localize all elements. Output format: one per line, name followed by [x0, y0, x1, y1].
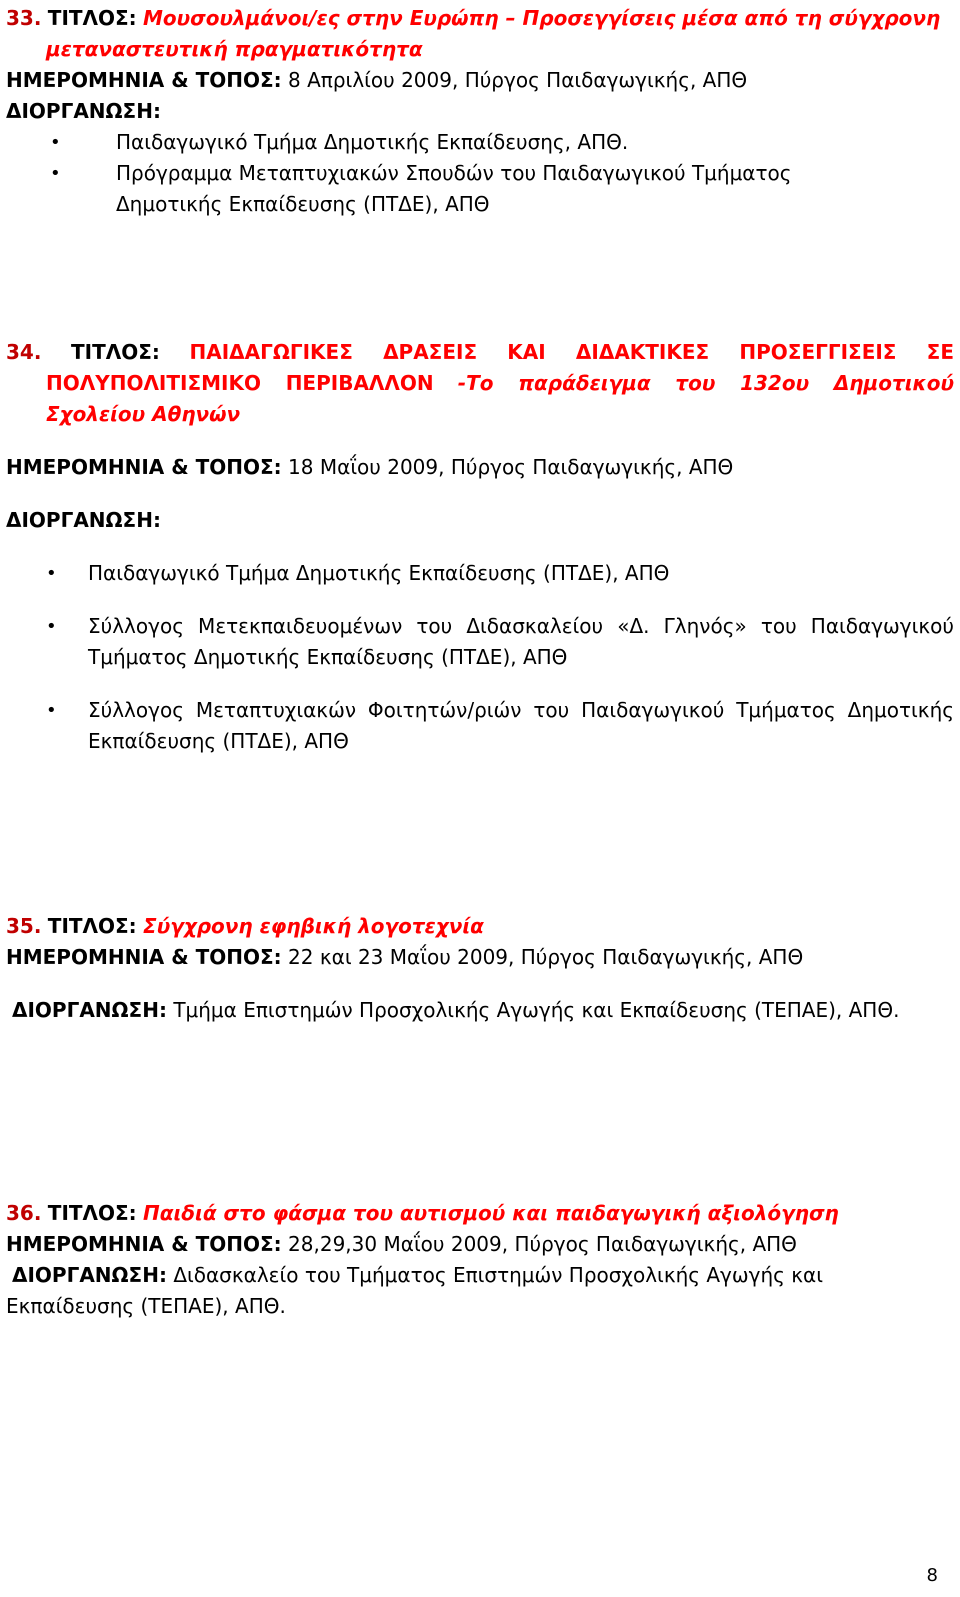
org-item: • Σύλλογος Μετεκπαιδευομένων του Διδασκαλείου «Δ. Γληνός» του Παιδαγωγικού Τμήματος Δημοτικής Εκπαίδευσης (ΠΤΔΕ), ΑΠΘ	[6, 611, 954, 673]
org-label: ΔΙΟΡΓΑΝΩΣΗ:	[6, 99, 161, 123]
date-value: 18 Μαΐου 2009, Πύργος Παιδαγωγικής, ΑΠΘ	[288, 455, 734, 479]
org-list	[6, 558, 954, 757]
date-value: 22 και 23 Μαΐου 2009, Πύργος Παιδαγωγικής, ΑΠΘ	[288, 945, 804, 969]
page-number: 8	[926, 1565, 938, 1586]
date-label: ΗΜΕΡΟΜΗΝΙΑ & ΤΟΠΟΣ:	[6, 1232, 282, 1256]
entry-title-cont: μεταναστευτική πραγματικότητα	[46, 37, 423, 61]
entry-35	[6, 911, 954, 1026]
entry-number: 33.	[6, 6, 42, 30]
entry-title-cont: ΠΟΛΥΠΟΛΙΤΙΣΜΙΚΟ ΠΕΡΙΒΑΛΛΟΝ	[46, 371, 434, 395]
title-label: ΤΙΤΛΟΣ:	[71, 340, 160, 364]
title-label: ΤΙΤΛΟΣ:	[47, 6, 137, 30]
entry-title-cont: Σχολείου Αθηνών	[46, 402, 241, 426]
org-item: • Παιδαγωγικό Τμήμα Δημοτικής Εκπαίδευσης, ΑΠΘ.	[6, 127, 954, 158]
entry-title-cont: -Το παράδειγμα του 132ου Δημοτικού	[457, 371, 955, 395]
org-value: Τμήμα Επιστημών Προσχολικής Αγωγής και Εκπαίδευσης (ΤΕΠΑΕ), ΑΠΘ.	[173, 998, 900, 1022]
org-value: Διδασκαλείο του Τμήματος Επιστημών Προσχολικής Αγωγής και Εκπαίδευσης (ΤΕΠΑΕ), ΑΠΘ.	[6, 1263, 823, 1318]
org-label: ΔΙΟΡΓΑΝΩΣΗ:	[12, 1263, 167, 1287]
entry-number: 36.	[6, 1201, 42, 1225]
entry-33	[6, 3, 954, 220]
org-item: • Παιδαγωγικό Τμήμα Δημοτικής Εκπαίδευσης (ΠΤΔΕ), ΑΠΘ	[6, 558, 954, 589]
entry-title: Μουσουλμάνοι/ες στην Ευρώπη – Προσεγγίσεις μέσα από τη σύγχρονη	[143, 6, 941, 30]
org-item: • Σύλλογος Μεταπτυχιακών Φοιτητών/ριών του Παιδαγωγικού Τμήματος Δημοτικής Εκπαίδευσης (ΠΤΔΕ), ΑΠΘ	[6, 695, 954, 757]
entry-title: Σύγχρονη εφηβική λογοτεχνία	[143, 914, 484, 938]
date-label: ΗΜΕΡΟΜΗΝΙΑ & ΤΟΠΟΣ:	[6, 68, 282, 92]
entry-number: 35.	[6, 914, 42, 938]
org-item: • Πρόγραμμα Μεταπτυχιακών Σπουδών του Παιδαγωγικού Τμήματος Δημοτικής Εκπαίδευσης (ΠΤΔΕ), ΑΠΘ	[6, 158, 954, 220]
title-label: ΤΙΤΛΟΣ:	[47, 914, 137, 938]
entry-number: 34.	[6, 340, 42, 364]
date-value: 8 Απριλίου 2009, Πύργος Παιδαγωγικής, ΑΠΘ	[288, 68, 748, 92]
org-list	[6, 127, 954, 220]
entry-34	[6, 337, 954, 757]
org-label: ΔΙΟΡΓΑΝΩΣΗ:	[12, 998, 167, 1022]
date-label: ΗΜΕΡΟΜΗΝΙΑ & ΤΟΠΟΣ:	[6, 945, 282, 969]
title-label: ΤΙΤΛΟΣ:	[47, 1201, 137, 1225]
org-label: ΔΙΟΡΓΑΝΩΣΗ:	[6, 508, 161, 532]
entry-36	[6, 1198, 954, 1322]
entry-title: Παιδιά στο φάσμα του αυτισμού και παιδαγωγική αξιολόγηση	[143, 1201, 839, 1225]
entry-title: ΠΑΙΔΑΓΩΓΙΚΕΣ ΔΡΑΣΕΙΣ ΚΑΙ ΔΙΔΑΚΤΙΚΕΣ ΠΡΟΣΕΓΓΙΣΕΙΣ ΣΕ	[189, 340, 954, 364]
date-value: 28,29,30 Μαΐου 2009, Πύργος Παιδαγωγικής, ΑΠΘ	[288, 1232, 797, 1256]
date-label: ΗΜΕΡΟΜΗΝΙΑ & ΤΟΠΟΣ:	[6, 455, 282, 479]
